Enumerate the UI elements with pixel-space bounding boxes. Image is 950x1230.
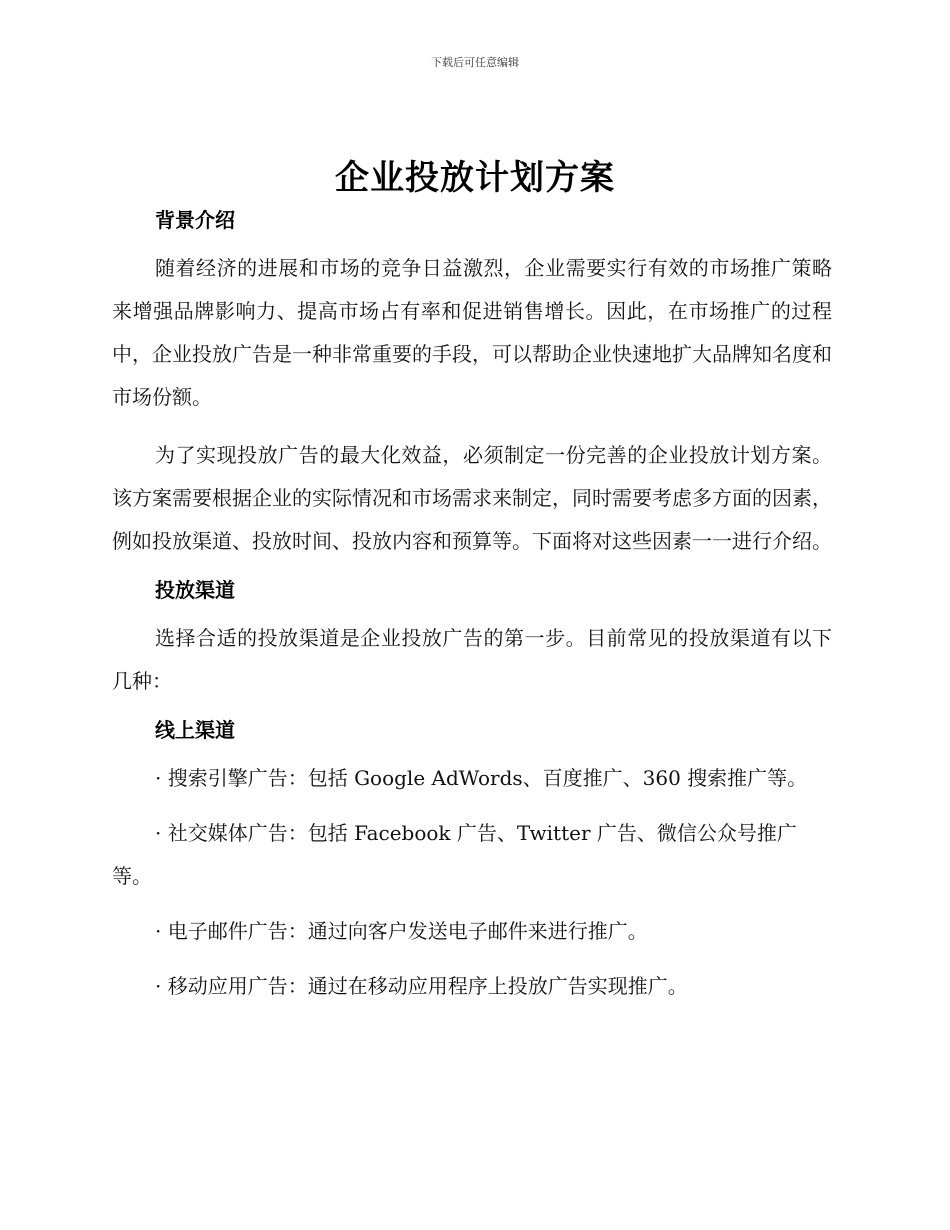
list-item: · 搜索引擎广告：包括 Google AdWords、百度推广、360 搜索推广等。 xyxy=(155,766,808,790)
background-paragraph-1: 随着经济的进展和市场的竞争日益激烈，企业需要实行有效的市场推广策略来增强品牌影响力、提高市场占有率和促进销售增长。因此，在市场推广的过程中，企业投放广告是一种非常重要的手段，可以帮助企业快速地扩大品牌知名度和市场份额。 xyxy=(112,256,832,409)
section-heading-channels: 投放渠道 xyxy=(155,578,235,602)
channels-paragraph-1: 选择合适的投放渠道是企业投放广告的第一步。目前常见的投放渠道有以下几种： xyxy=(112,626,832,693)
list-item: · 移动应用广告：通过在移动应用程序上投放广告实现推广。 xyxy=(155,974,688,998)
background-paragraph-2: 为了实现投放广告的最大化效益，必须制定一份完善的企业投放计划方案。该方案需要根据企业的实际情况和市场需求来制定，同时需要考虑多方面的因素，例如投放渠道、投放时间、投放内容和预算等。下面将对这些因素一一进行介绍。 xyxy=(112,443,832,553)
section-heading-background: 背景介绍 xyxy=(155,208,235,232)
list-item: · 电子邮件广告：通过向客户发送电子邮件来进行推广。 xyxy=(155,919,648,943)
header-note: 下载后可任意编辑 xyxy=(431,56,519,69)
list-item: · 社交媒体广告：包括 Facebook 广告、Twitter 广告、微信公众号推广等。 xyxy=(112,821,797,888)
document-body xyxy=(112,205,832,1008)
document-title: 企业投放计划方案 xyxy=(335,158,615,198)
section-heading-online: 线上渠道 xyxy=(155,718,235,742)
